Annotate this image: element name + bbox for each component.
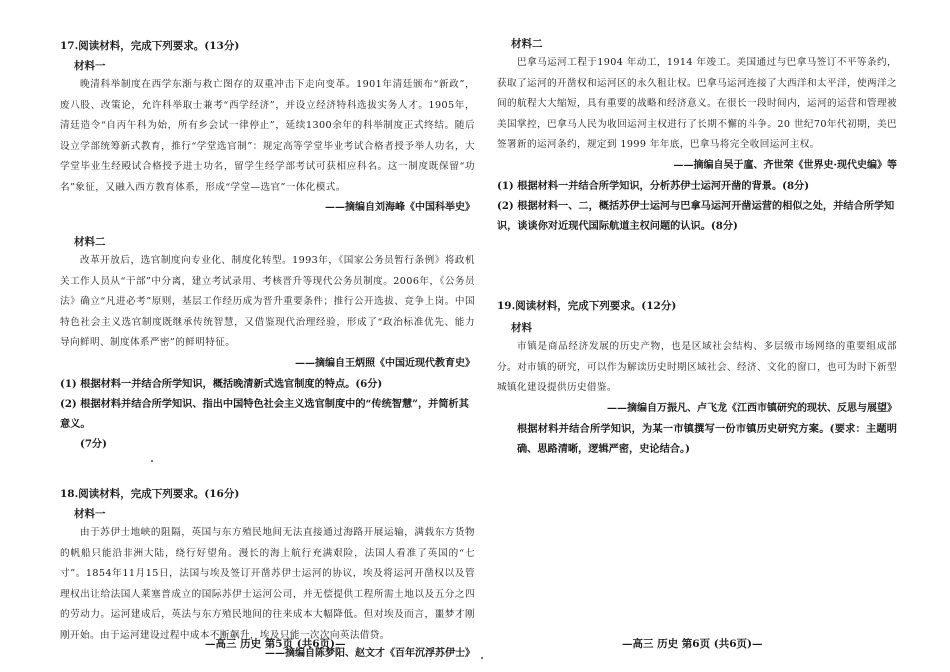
q17-material2 (60, 234, 475, 454)
q17-material2-source: ——摘编自王炳照《中国近现代教育史》 (295, 357, 475, 369)
q17-title-block (60, 38, 475, 53)
q17-title: 17.阅读材料，完成下列要求。(13分) (60, 40, 240, 52)
scan-speck (481, 657, 483, 659)
right-page-footer: —高三 历史 第6页 (共6页)— (622, 638, 763, 650)
q19-material (497, 320, 897, 459)
q17-material1-text: 晚清科举制度在西学东渐与救亡图存的双重冲击下走向变革。1901年清廷颁布“新政”，废八股、改策论，允许科举取士兼考“西学经济”，并设立经济特科选拔实务人才。1905年，清廷造令“自丙午科为始，所有乡会试一律停止”，延续1300余年的科举制度正式终结。随后设立学部统筹新式教育，推行“学堂选官制”：规定高等学堂毕业考试合格者授予举人功名，大学堂毕业生经殿试合格授予进士功名，留学生经学部考试可获相应科名。这一制度既保留“功名”象征，又融入西方教育体系，形成“学堂—选官”一体化模式。 (60, 79, 475, 193)
q17-material1-label: 材料一 (74, 60, 106, 72)
q18-material2-label: 材料二 (511, 38, 543, 50)
q17-question-2-score: (7分) (80, 437, 107, 450)
q18-question-1: (1) 根据材料一并结合所学知识，分析苏伊士运河开凿的背景。(8分) (497, 179, 810, 192)
q17-material2-label: 材料二 (74, 236, 106, 248)
q19-title-block (497, 298, 897, 313)
q19-material-label: 材料 (511, 322, 532, 334)
q19-title: 19.阅读材料，完成下列要求。(12分) (497, 300, 677, 312)
q18-title: 18.阅读材料，完成下列要求。(16分) (60, 488, 240, 500)
q19-task: 根据材料并结合所学知识，为某一市镇撰写一份市镇历史研究方案。(要求：主题明确、思路清晰，逻辑严密，史论结合。) (517, 422, 897, 455)
q18-material2 (497, 36, 897, 236)
q18-material1-source: ——摘编自陈梦阳、赵文才《百年沉浮苏伊士》 (265, 648, 475, 659)
q17-material2-text: 改革开放后，选官制度向专业化、制度化转型。1993年，《国家公务员暂行条例》将政机关工作人员从“干部”中分离，建立考试录用、考核晋升等现代公务员制度。2006年，《公务员法》确立“凡进必考”原则，基层工作经历成为晋升重要条件；推行公开选拔、竞争上岗。中国特色社会主义选官制度既继承传统智慧，又借鉴现代治理经验，形成了“政治标准优先、能力导向鲜明、制度体系严密”的鲜明特征。 (60, 255, 475, 348)
q18-material2-text: 巴拿马运河工程于1904 年动工，1914 年竣工。美国通过与巴拿马签订不平等条约，获取了运河的开凿权和运河区的永久租让权。巴拿马运河连接了大西洋和太平洋，使两洋之间的航程大大缩短，具有重要的战略和经济意义。在很长一段时间内，运河的运营和管理被美国掌控，巴拿马人民为收回运河主权进行了长期不懈的斗争。20 世纪70年代初期，美巴签署新的运河条约，规定到 1999 年年底，巴拿马将完全收回运河主权。 (497, 57, 897, 150)
left-page-footer: —高三 历史 第5页 (共6页)— (205, 638, 346, 650)
scan-speck (151, 460, 153, 462)
q18-title-block (60, 486, 475, 501)
q17-question-2: (2) 根据材料并结合所学知识、指出中国特色社会主义选官制度中的“传统智慧”，并简析其意义。 (60, 397, 469, 430)
q17-material1-source: ——摘编自刘海峰《中国科举史》 (325, 202, 475, 213)
q17-question-1: (1) 根据材料一并结合所学知识，概括晚清新式选官制度的特点。(6分) (60, 377, 383, 390)
q18-material1-text: 由于苏伊士地峡的阻隔，英国与东方殖民地间无法直接通过海路开展运输，满载东方货物的帆船只能沿非洲大陆，绕行好望角。漫长的海上航行充满艰险，法国人看准了英国的“七寸”。1854年11月15日，法国与埃及签订开凿苏伊士运河的协议，埃及将运河开凿权以及管理权出让给法国人莱塞普成立的国际苏伊士运河公司，并无偿提供工程所需土地以及五分之四的劳动力。运河建成后，英法与东方殖民地间的往来成本大幅降低。但对埃及而言，噩梦才刚刚开始。由于运河建设过程中成本不断飙升，埃及只能一次次向英法借贷。 (60, 527, 475, 641)
q19-material-text: 市镇是商品经济发展的历史产物，也是区域社会结构、多层级市场网络的重要组成部分。对市镇的研究，可以作为解读历史时期区域社会、经济、文化的窗口，也可为时下新型城镇化建设提供历史借鉴。 (497, 341, 897, 393)
q18-material1-label: 材料一 (74, 508, 106, 520)
q18-question-2: (2) 根据材料一、二，概括苏伊士运河与巴拿马运河开凿运营的相似之处，并结合所学知识，谈谈你对近现代国际航道主权问题的认识。(8分) (497, 199, 895, 232)
q18-material2-source: ——摘编自吴于廑、齐世荣《世界史·现代史编》等 (673, 159, 897, 171)
q17-material1 (60, 58, 475, 218)
q19-material-source: ——摘编自万振凡、卢飞龙《江西市镇研究的现状、反思与展望》 (607, 402, 897, 414)
